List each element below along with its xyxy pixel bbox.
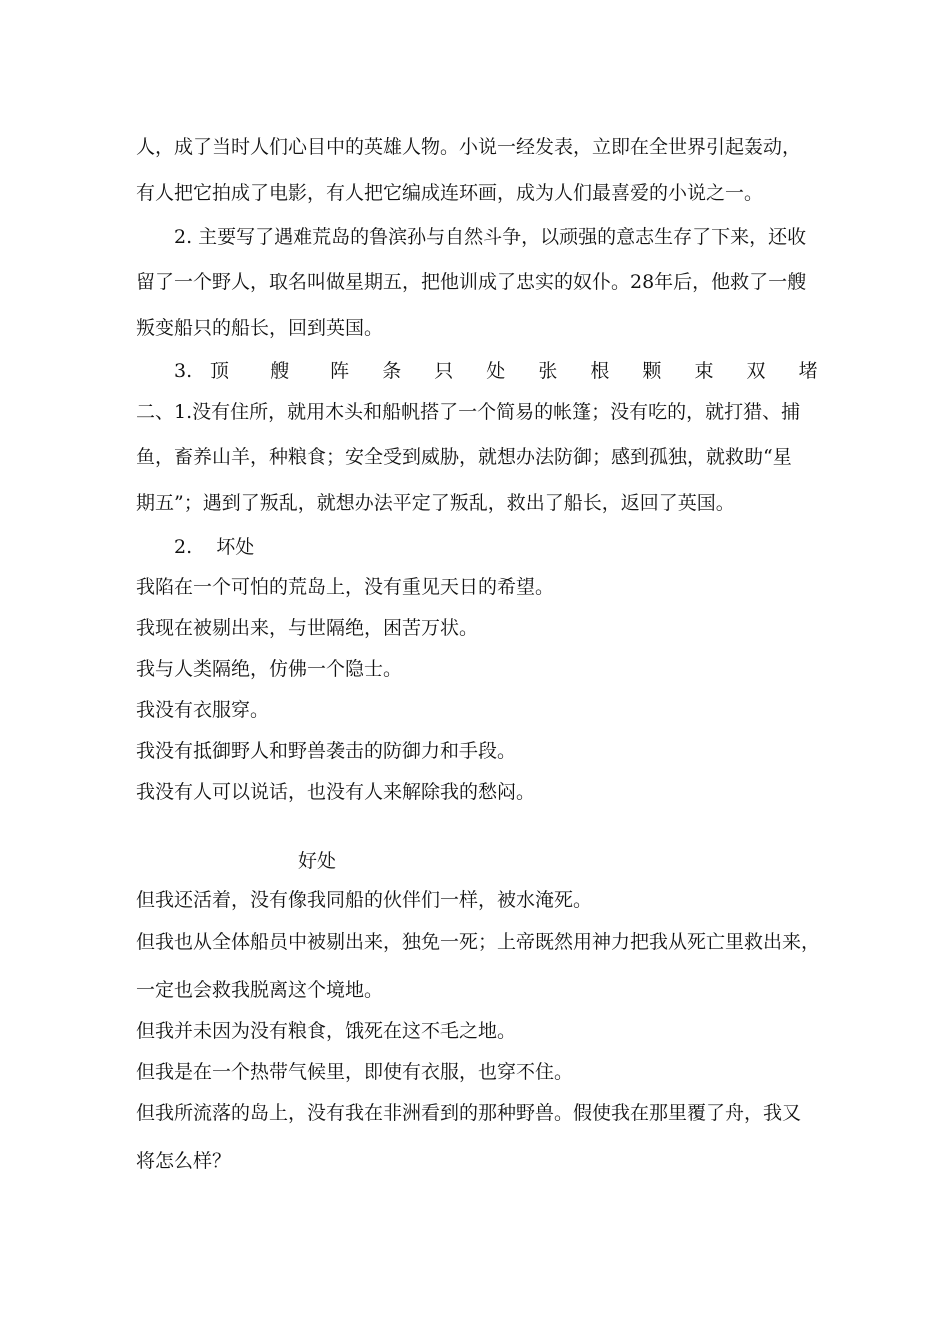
- text-line: 人，成了当时人们心目中的英雄人物。小说一经发表，立即在全世界引起轰动，: [136, 136, 802, 158]
- measure-word: 阵: [330, 360, 350, 382]
- measure-word: 艘: [270, 360, 290, 382]
- text-line: 叛变船只的船长，回到英国。: [136, 317, 384, 339]
- measure-word: 只: [434, 360, 454, 382]
- list-item: 我没有抵御野人和野兽袭击的防御力和手段。: [136, 740, 517, 762]
- measure-word: 颗: [642, 360, 662, 382]
- list-item: 我现在被剔出来，与世隔绝，困苦万状。: [136, 617, 479, 639]
- measure-word: 顶: [210, 360, 230, 382]
- list-item: 我没有人可以说话，也没有人来解除我的愁闷。: [136, 781, 536, 803]
- measure-word: 条: [382, 360, 402, 382]
- measure-word: 张: [538, 360, 558, 382]
- measure-word-row: [174, 359, 823, 383]
- text-line: 二、1.没有住所，就用木头和船帆搭了一个简易的帐篷；没有吃的，就打猎、捕: [136, 401, 801, 423]
- text-line: 留了一个野人，取名叫做星期五，把他训成了忠实的奴仆。28年后，他救了一艘: [136, 271, 807, 293]
- measure-word: 堵: [798, 360, 818, 382]
- item-number: 3.: [174, 360, 193, 382]
- list-item: 但我并未因为没有粮食，饿死在这不毛之地。: [136, 1020, 517, 1042]
- section-heading-good: 好处: [298, 850, 337, 872]
- measure-word: 束: [694, 360, 714, 382]
- text-line: 鱼，畜养山羊，种粮食；安全受到威胁，就想办法防御；感到孤独，就救助“星: [136, 446, 792, 468]
- list-item: 我陷在一个可怕的荒岛上，没有重见天日的希望。: [136, 576, 555, 598]
- text-line: 2. 主要写了遇难荒岛的鲁滨孙与自然斗争，以顽强的意志生存了下来，还收: [174, 226, 807, 248]
- list-item: 一定也会救我脱离这个境地。: [136, 979, 384, 1001]
- list-item: 我没有衣服穿。: [136, 699, 270, 721]
- measure-word: 双: [746, 360, 766, 382]
- measure-word: 处: [486, 360, 506, 382]
- list-item: 但我是在一个热带气候里，即使有衣服，也穿不住。: [136, 1061, 574, 1083]
- list-item: 将怎么样？: [136, 1150, 232, 1172]
- list-item: 我与人类隔绝，仿佛一个隐士。: [136, 658, 403, 680]
- text-line: 有人把它拍成了电影，有人把它编成连环画，成为人们最喜爱的小说之一。: [136, 182, 764, 204]
- text-line: 期五”；遇到了叛乱，就想办法平定了叛乱，救出了船长，返回了英国。: [136, 492, 735, 514]
- measure-word: 根: [590, 360, 610, 382]
- list-item: 但我也从全体船员中被剔出来，独免一死；上帝既然用神力把我从死亡里救出来，: [136, 931, 821, 953]
- section-heading-bad: 2. 坏处: [174, 536, 255, 558]
- list-item: 但我还活着，没有像我同船的伙伴们一样，被水淹死。: [136, 889, 593, 911]
- list-item: 但我所流落的岛上，没有我在非洲看到的那种野兽。假使我在那里覆了舟，我又: [136, 1102, 802, 1124]
